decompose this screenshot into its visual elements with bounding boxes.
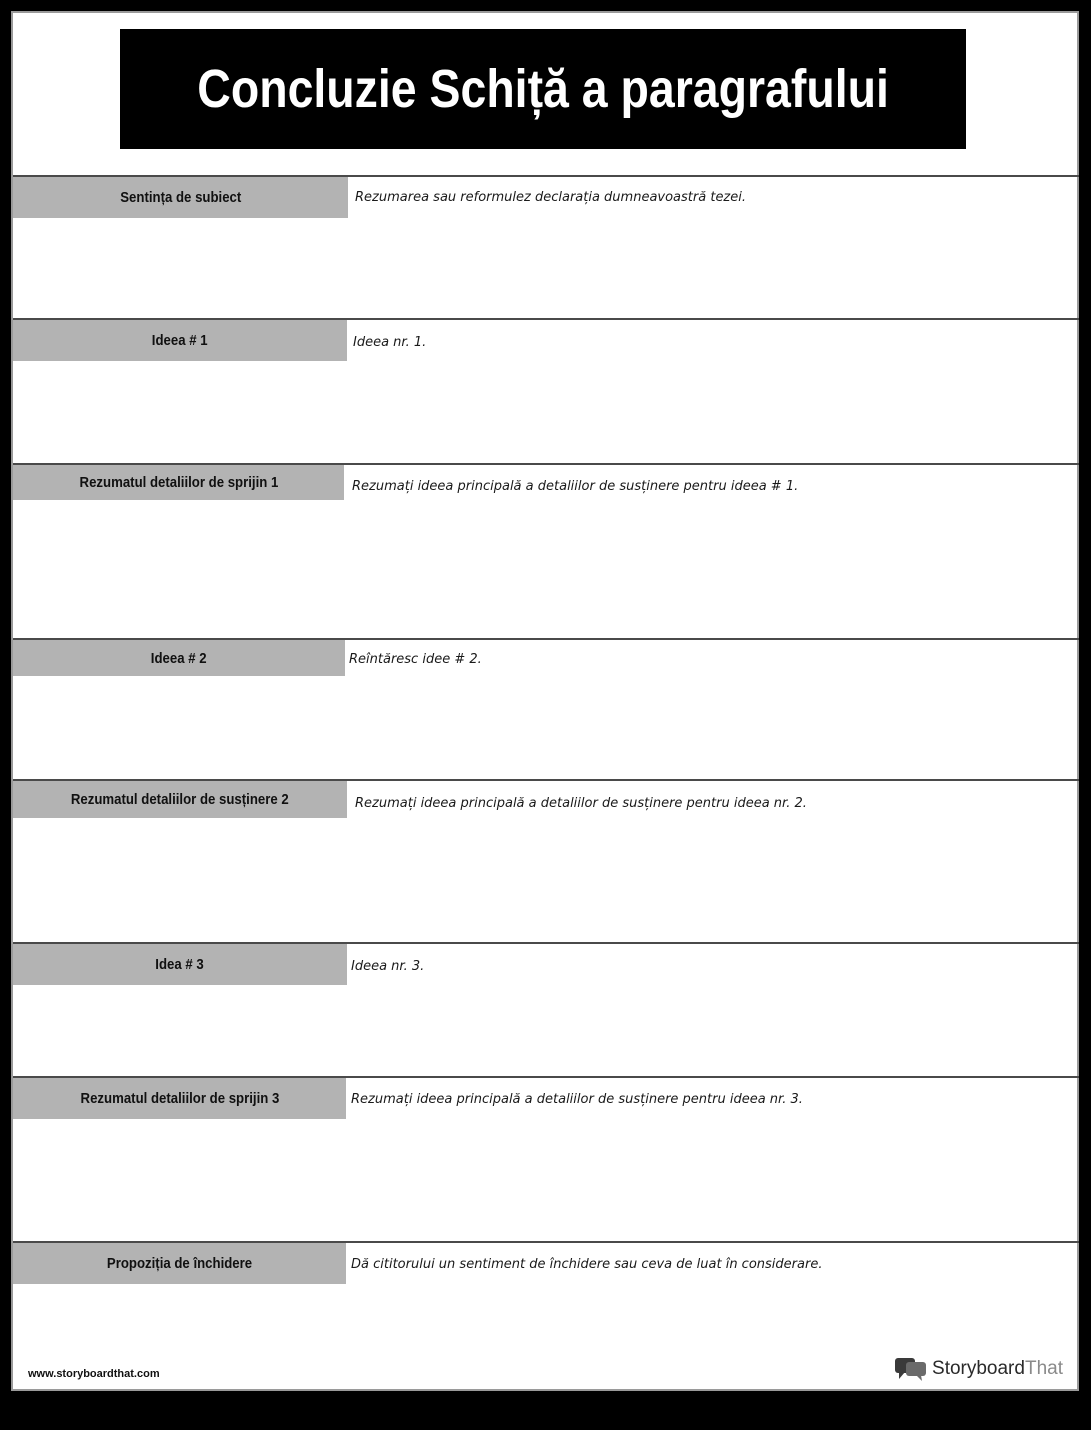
- section-prompt: Dă cititorului un sentiment de închidere sau ceva de luat în considerare.: [351, 1257, 823, 1272]
- section-label: Rezumatul detaliilor de susținere 2: [13, 781, 347, 818]
- section-closing-sentence: [13, 1241, 1079, 1341]
- section-label: Propoziția de închidere: [13, 1243, 346, 1284]
- section-label: Rezumatul detaliilor de sprijin 3: [13, 1078, 346, 1119]
- brand-logo: [894, 1356, 1063, 1382]
- section-topic-sentence: [13, 175, 1079, 319]
- page-title: Concluzie Schiță a paragrafului: [197, 59, 889, 119]
- speech-bubbles-icon: [894, 1356, 928, 1382]
- section-label: Ideea # 1: [13, 320, 347, 361]
- brand-name: StoryboardThat: [932, 1358, 1063, 1379]
- section-idea-1: [13, 318, 1079, 464]
- section-idea-3: [13, 942, 1079, 1077]
- section-support-summary-1: [13, 463, 1079, 639]
- footer-url: www.storyboardthat.com: [28, 1368, 160, 1380]
- section-prompt: Reîntăresc idee # 2.: [349, 652, 482, 667]
- section-label: Rezumatul detaliilor de sprijin 1: [13, 465, 344, 500]
- section-label: Idea # 3: [13, 944, 347, 985]
- section-label: Sentința de subiect: [13, 177, 348, 218]
- section-label: Ideea # 2: [13, 640, 345, 676]
- worksheet: [11, 11, 1079, 1391]
- section-idea-2: [13, 638, 1079, 780]
- section-prompt: Rezumați ideea principală a detaliilor de susținere pentru ideea nr. 2.: [355, 796, 807, 811]
- section-prompt: Ideea nr. 1.: [353, 335, 427, 350]
- section-prompt: Rezumați ideea principală a detaliilor de susținere pentru ideea # 1.: [352, 479, 799, 494]
- section-support-summary-3: [13, 1076, 1079, 1242]
- section-prompt: Rezumarea sau reformulez declarația dumneavoastră tezei.: [355, 190, 747, 205]
- section-prompt: Rezumați ideea principală a detaliilor de susținere pentru ideea nr. 3.: [351, 1092, 803, 1107]
- section-support-summary-2: [13, 779, 1079, 943]
- title-banner: [120, 29, 966, 149]
- section-prompt: Ideea nr. 3.: [351, 959, 425, 974]
